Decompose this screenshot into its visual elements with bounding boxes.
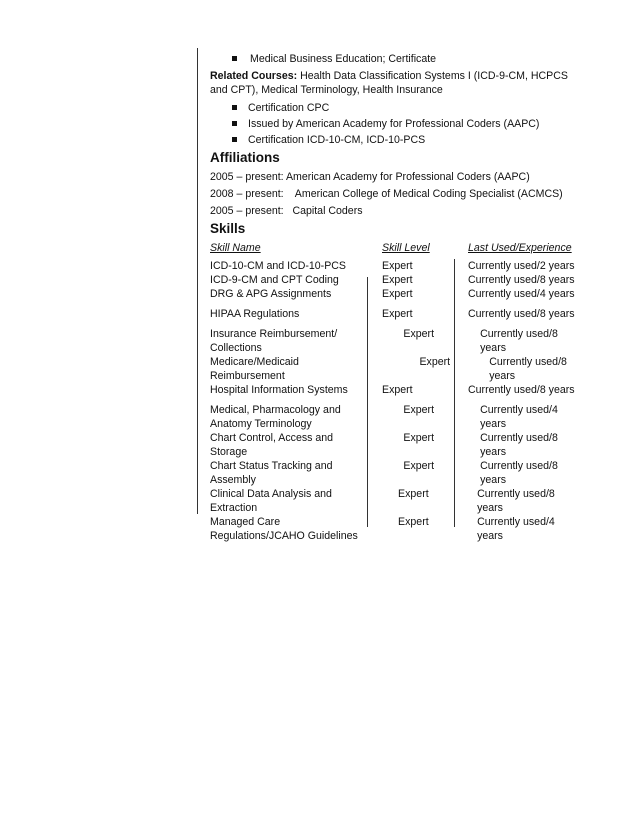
- table-row: [210, 515, 580, 543]
- table-row: [210, 355, 580, 383]
- cert-bullet: [210, 101, 580, 115]
- cert-text: Certification CPC: [248, 102, 330, 114]
- skill-experience: Currently used/8 years: [468, 274, 575, 286]
- skill-experience: Currently used/4 years: [480, 404, 558, 430]
- related-courses-text: Health Data Classification Systems I (ICD-9-CM, HCPCS and CPT), Medical Terminology, Health Insurance: [210, 70, 568, 96]
- skill-experience: Currently used/8 years: [480, 328, 558, 354]
- skill-name: Chart Status Tracking and Assembly: [210, 460, 333, 486]
- related-courses-label: Related Courses:: [210, 70, 298, 82]
- affiliation-item: 2008 – present: American College of Medical Coding Specialist (ACMCS): [210, 188, 563, 200]
- table-row: [210, 431, 580, 459]
- resume-content: [210, 50, 580, 543]
- skills-table: [210, 241, 580, 543]
- header-skill-level: Skill Level: [382, 242, 430, 254]
- skill-experience: Currently used/2 years: [468, 260, 575, 272]
- skill-experience: Currently used/4 years: [477, 516, 555, 542]
- skill-level: Expert: [403, 404, 435, 416]
- table-row: [210, 327, 580, 355]
- header-last-used: Last Used/Experience: [468, 242, 572, 254]
- table-row: [210, 403, 580, 431]
- skill-level: Expert: [382, 384, 413, 396]
- skill-name: HIPAA Regulations: [210, 308, 300, 320]
- skills-heading: Skills: [210, 221, 246, 236]
- skill-experience: Currently used/8 years: [489, 356, 567, 382]
- table-row: [210, 383, 580, 397]
- header-skill-name: Skill Name: [210, 242, 261, 254]
- skill-experience: Currently used/4 years: [468, 288, 575, 300]
- square-bullet-icon: [232, 105, 237, 110]
- skill-level: Expert: [382, 274, 413, 286]
- skill-name: ICD-9-CM and CPT Coding: [210, 274, 339, 286]
- skill-name: Medical, Pharmacology and Anatomy Terminology: [210, 404, 341, 430]
- affiliations-heading: Affiliations: [210, 150, 280, 165]
- skill-experience: Currently used/8 years: [477, 488, 555, 514]
- skills-grid: [210, 259, 580, 543]
- column-separator: [454, 259, 455, 527]
- table-row: [210, 459, 580, 487]
- skill-name: DRG & APG Assignments: [210, 288, 332, 300]
- skill-level: Expert: [398, 516, 429, 528]
- education-bullet: [210, 52, 580, 66]
- related-courses: [210, 69, 580, 97]
- skill-name: Chart Control, Access and Storage: [210, 432, 334, 458]
- table-row: [210, 487, 580, 515]
- affiliation-item: 2005 – present: American Academy for Professional Coders (AAPC): [210, 171, 530, 183]
- left-margin-rule: [197, 48, 198, 514]
- skill-name: ICD-10-CM and ICD-10-PCS: [210, 260, 346, 272]
- skill-level: Expert: [403, 432, 435, 444]
- skill-name: Hospital Information Systems: [210, 384, 348, 396]
- skill-level: Expert: [403, 460, 435, 472]
- square-bullet-icon: [232, 121, 237, 126]
- cert-text: Issued by American Academy for Professional Coders (AAPC): [248, 118, 540, 130]
- cert-text: Certification ICD-10-CM, ICD-10-PCS: [248, 134, 426, 146]
- square-bullet-icon: [232, 56, 237, 61]
- skill-level: Expert: [403, 328, 435, 340]
- table-row: [210, 307, 580, 321]
- skill-name: Managed Care Regulations/JCAHO Guidelines: [210, 516, 358, 542]
- skill-level: Expert: [382, 308, 413, 320]
- skill-experience: Currently used/8 years: [468, 308, 575, 320]
- skill-name: Clinical Data Analysis and Extraction: [210, 488, 332, 514]
- table-row: [210, 259, 580, 273]
- skill-name: Medicare/Medicaid Reimbursement: [210, 356, 299, 382]
- skill-level: Expert: [419, 356, 451, 368]
- skill-level: Expert: [382, 288, 413, 300]
- cert-bullet: [210, 133, 580, 147]
- skill-experience: Currently used/8 years: [468, 384, 575, 396]
- skill-name: Insurance Reimbursement/ Collections: [210, 328, 338, 354]
- column-separator: [367, 277, 368, 527]
- affiliation-item: 2005 – present: Capital Coders: [210, 205, 363, 217]
- cert-bullet: [210, 117, 580, 131]
- square-bullet-icon: [232, 137, 237, 142]
- skill-experience: Currently used/8 years: [480, 460, 558, 486]
- education-text: Medical Business Education; Certificate: [250, 53, 437, 65]
- skill-level: Expert: [398, 488, 429, 500]
- skill-experience: Currently used/8 years: [480, 432, 558, 458]
- skills-table-header: [210, 241, 580, 255]
- table-row: [210, 273, 580, 287]
- table-row: [210, 287, 580, 301]
- skill-level: Expert: [382, 260, 413, 272]
